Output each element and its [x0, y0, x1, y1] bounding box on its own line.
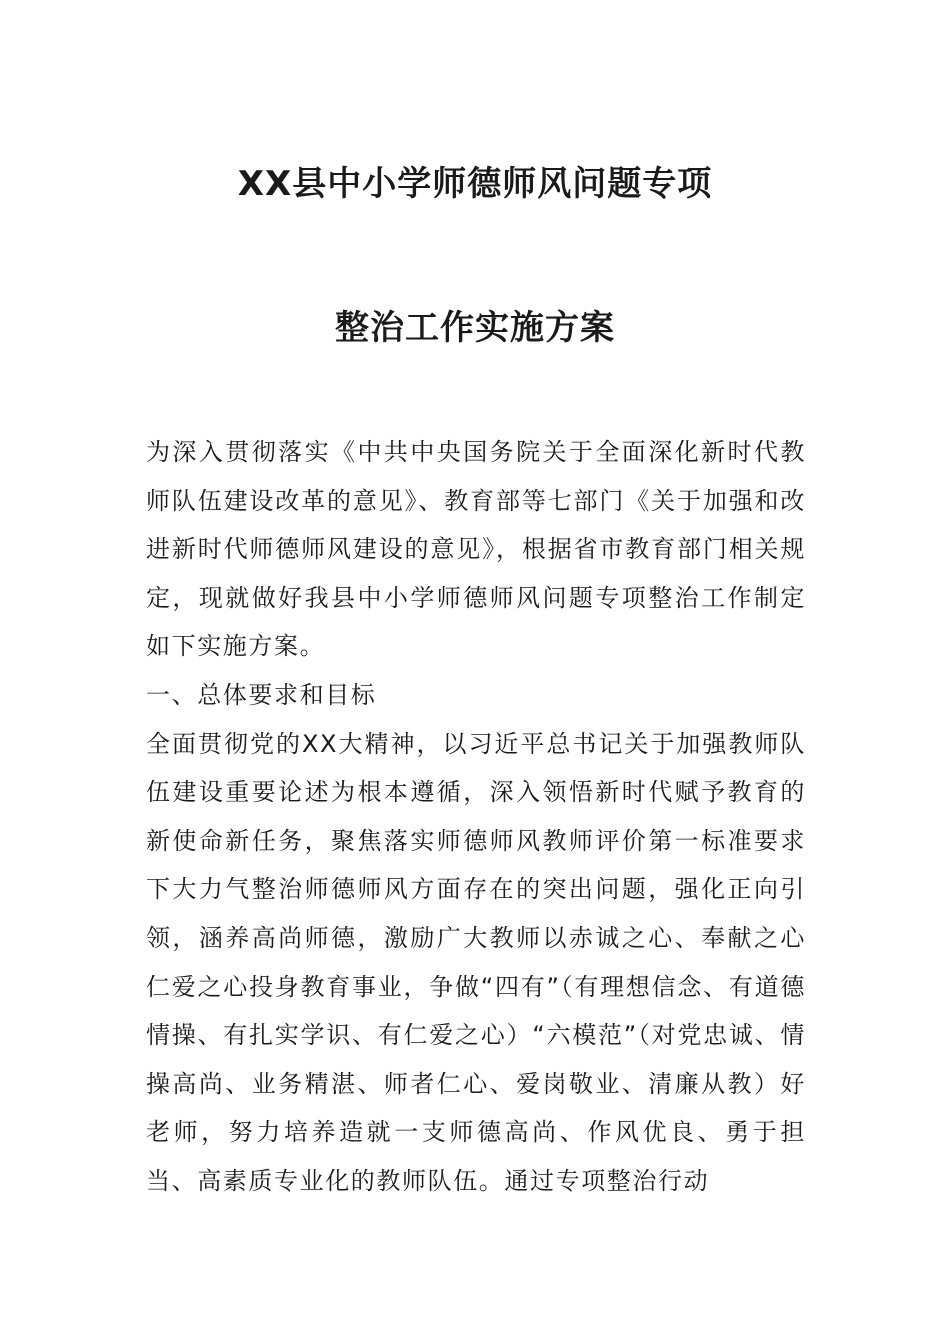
document-title-line-1: XX县中小学师德师风问题专项: [237, 164, 713, 204]
section-paragraph-overall-requirements: 全面贯彻党的XX大精神，以习近平总书记关于加强教师队伍建设重要论述为根本遵循，深入领悟新时代赋予教育的新使命新任务，聚焦落实师德师风教师评价第一标准要求下大力气整治师德师风方面存在的突出问题，强化正向引领，涵养高尚师德，激励广大教师以赤诚之心、奉献之心仁爱之心投身教育事业，争做“四有”（有理想信念、有道德情操、有扎实学识、有仁爱之心）“六模范”（对党忠诚、情操高尚、业务精湛、师者仁心、爱岗敬业、清廉从教）好老师，努力培养造就一支师德高尚、作风优良、勇于担当、高素质专业化的教师队伍。通过专项整治行动: [146, 729, 806, 1195]
document-body: [146, 428, 806, 1206]
document-title-line-2: 整治工作实施方案: [335, 308, 615, 348]
section-heading-overall-requirements: 一、总体要求和目标: [146, 680, 377, 709]
intro-paragraph: 为深入贯彻落实《中共中央国务院关于全面深化新时代教师队伍建设改革的意见》、教育部等七部门《关于加强和改进新时代师德师风建设的意见》，根据省市教育部门相关规定，现就做好我县中小学师德师风问题专项整治工作制定如下实施方案。: [146, 438, 806, 661]
